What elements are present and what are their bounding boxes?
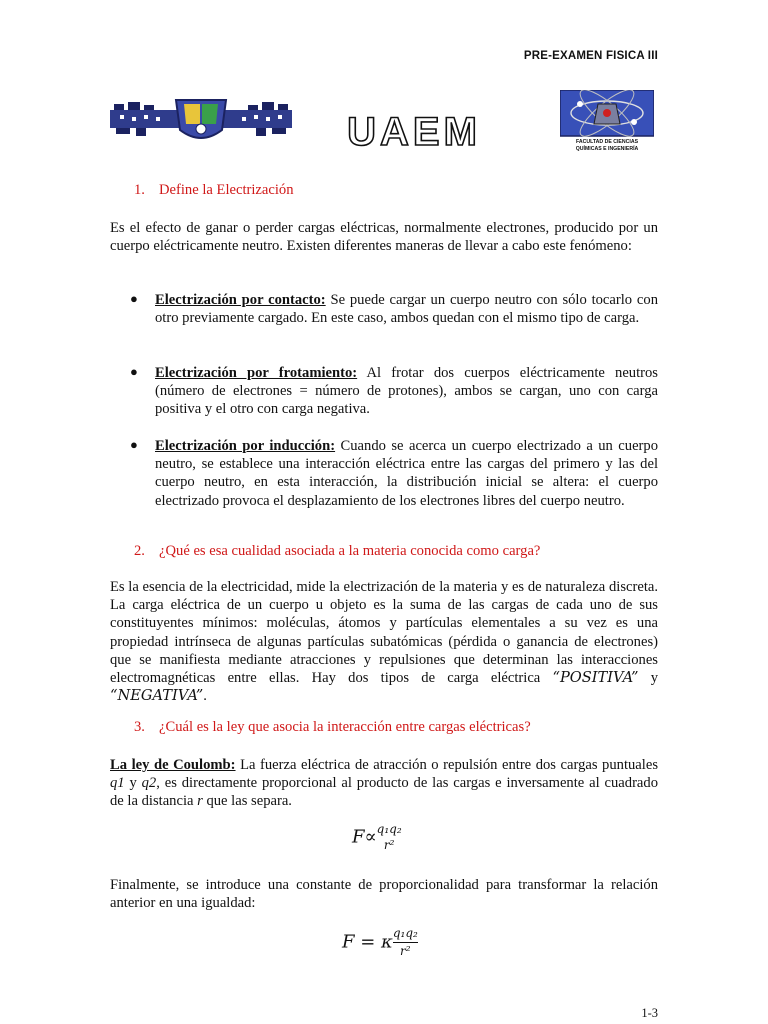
bullet-frotamiento (155, 364, 658, 419)
question-3-heading (134, 719, 531, 736)
bullet-text: Al frotar dos cuerpos eléctricamente neutros (número de electrones = número de protones), ambos se cargan, uno con carga positiva y el otro con carga negativa. (155, 365, 658, 418)
formula-equality (342, 926, 418, 959)
question-number: 1. (134, 182, 145, 198)
running-header: PRE-EXAMEN FISICA III (523, 50, 658, 62)
charge-positiva: “POSITIVA” (552, 669, 639, 687)
question-number: 3. (134, 719, 145, 735)
bullet-marker: ● (130, 291, 138, 306)
coulomb-law-paragraph (110, 756, 658, 811)
fraction-numerator: q₁q₂ (376, 822, 402, 836)
fraction-denominator: r² (400, 944, 411, 958)
fraction-denominator: r² (383, 838, 395, 852)
q1-intro-paragraph: Es el efecto de ganar o perder cargas eléctricas, normalmente electrones, producido por un cuerpo eléctricamente neutro. Existen diferentes maneras de llevar a cabo este fenómeno: (110, 220, 658, 255)
q2-answer-text: Es la esencia de la electricidad, mide la electrización de la materia y es de naturaleza discreta. La carga eléctrica de un cuerpo u objeto es la suma de las cargas de cada uno de sus constituyentes mínimos: moléculas, átomos y partículas elementales a su vez es una propiedad intrínseca de algunas partículas subatómicas (pérdida o ganancia de electrones) que se manifiesta mediante atracciones y repulsiones que determinan las interacciones electromagnéticas entre ellas. Hay dos tipos de carga eléctrica (110, 579, 658, 687)
bullet-term: Electrización por contacto: (155, 292, 326, 308)
bullet-contacto (155, 291, 658, 327)
formula-lhs: F = κ (342, 931, 393, 953)
uaem-emblem-logo (110, 96, 292, 146)
final-paragraph: Finalmente, se introduce una constante de proporcionalidad para transformar la relación anterior en una igualdad: (110, 877, 658, 912)
svg-text:QUÍMICAS E INGENIERÍA: QUÍMICAS E INGENIERÍA (575, 146, 639, 152)
svg-text:FACULTAD DE CIENCIAS: FACULTAD DE CIENCIAS (575, 139, 639, 145)
q2-conjunction: y (638, 670, 658, 687)
question-1-heading (134, 182, 294, 199)
page-number: 1-3 (641, 1006, 658, 1020)
bullet-term: Electrización por inducción: (155, 438, 336, 454)
formula-lhs: F∝ (352, 826, 377, 848)
question-title: ¿Cuál es la ley que asocia la interacción entre cargas eléctricas? (159, 719, 531, 735)
charge-negativa: “NEGATIVA” (110, 687, 204, 705)
bullet-term: Electrización por frotamiento: (155, 365, 358, 381)
bullet-marker: ● (130, 437, 138, 452)
faculty-logo (560, 90, 654, 152)
bullet-marker: ● (130, 364, 138, 379)
fraction (377, 822, 402, 853)
law-text: , es directamente proporcional al producto de las cargas e inversamente al cuadrado de la distancia (110, 775, 658, 810)
fraction-numerator: q₁q₂ (392, 926, 418, 940)
formula-proportional (352, 822, 402, 853)
question-2-heading (134, 543, 540, 560)
var-r: r (197, 793, 203, 810)
bullet-text: Se puede cargar un cuerpo neutro con sólo tocarlo con otro previamente cargado. En este caso, ambos quedan con el mismo tipo de carga. (155, 292, 658, 327)
law-text: La fuerza eléctrica de atracción o repulsión entre dos cargas puntuales (235, 757, 658, 773)
q2-end: . (203, 688, 207, 705)
law-text: que las separa. (202, 793, 292, 810)
var-q2: q2 (141, 775, 157, 792)
bullet-induccion (155, 437, 658, 510)
var-q1: q1 (110, 775, 125, 792)
question-title: Define la Electrización (159, 182, 294, 198)
q2-answer-paragraph (110, 578, 658, 705)
fraction (393, 926, 418, 959)
question-number: 2. (134, 543, 145, 559)
bullet-text: Cuando se acerca un cuerpo electrizado a un cuerpo neutro, se establece una interacción eléctrica entre las cargas del primero y las del cuerpo neutro, en esta interacción, la distribución inicial se altera: el cuerpo electrizado provoca el desplazamiento de los electrones libres del cuerpo neutro. (155, 438, 659, 509)
svg-text:UAEM: UAEM (347, 113, 481, 149)
question-title: ¿Qué es esa cualidad asociada a la materia conocida como carga? (159, 543, 541, 559)
law-term: La ley de Coulomb: (110, 757, 236, 773)
uaem-text-logo (316, 113, 512, 149)
law-text: y (124, 775, 142, 792)
